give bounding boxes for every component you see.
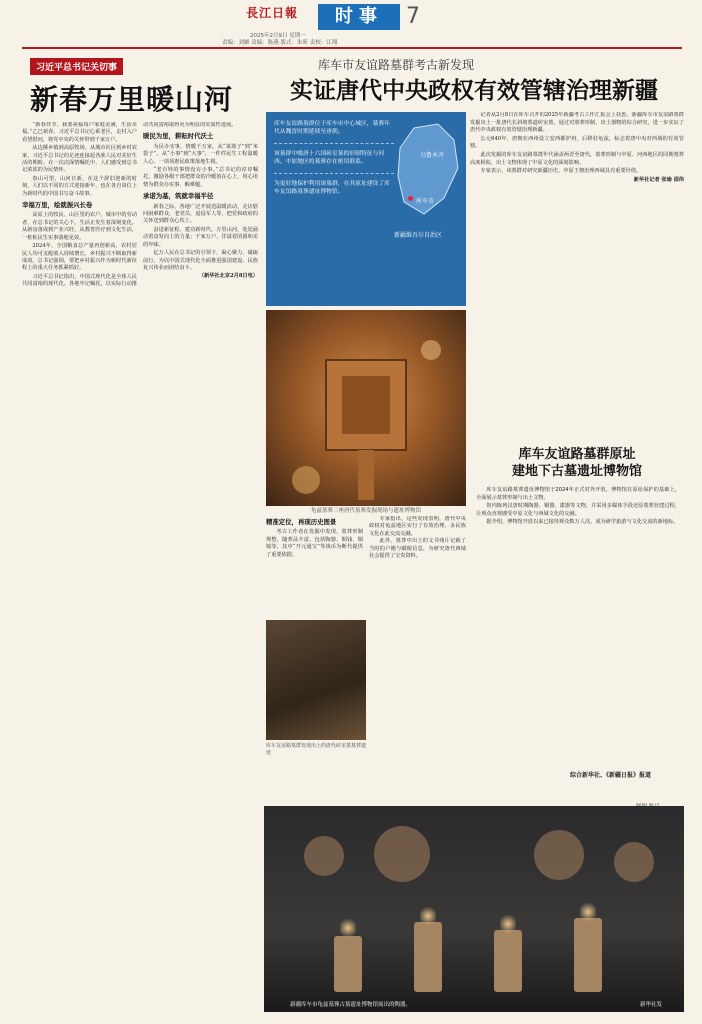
pottery-glow	[340, 918, 356, 938]
subhead: 精准定位，再现历史图景	[266, 518, 337, 526]
paragraph: “老百姓的事情没有小事。”总书记的谆谆嘱托，激励各级干部把群众的冷暖放在心上，用心用情为群众办实事、解难题。	[143, 167, 258, 188]
map-city-label: 库车市	[416, 198, 435, 205]
subhead: 暖民为里，耕耘时代沃土	[143, 132, 214, 141]
map-region-label: 新疆维吾尔自治区	[394, 232, 443, 239]
main-headline: 实证唐代中央政权有效管辖治理新疆	[290, 77, 658, 104]
paragraph: 亿万人民在总书记的引领下，凝心聚力、砥砺前行，为以中国式现代化全面推进强国建设、民族复兴伟业而团结奋斗。	[143, 250, 258, 271]
left-headline: 新春万里暖山河	[30, 83, 234, 116]
exhibition-source: 新华社发	[640, 1002, 663, 1008]
display-case	[494, 930, 522, 992]
paragraph: 2024年，全国粮食总产量再创新高，农村居民人均可支配收入持续增长，乡村振兴不断取得新成效。总书记强调，要把乡村振兴作为新时代新征程上的重大任务抓紧抓好。	[22, 243, 137, 272]
museum-headline	[470, 446, 684, 480]
paragraph: “新春佳节，我要祝福每户家庭美满，生活幸福。”乙巳新春，习近平总书记心系老区，走村入户看望慰问，将党中央的关怀带到千家万户。	[22, 122, 137, 143]
pottery-glow	[580, 902, 596, 922]
section-title: 时事	[318, 4, 400, 30]
excavation-photo	[266, 310, 466, 506]
paragraph: 库车友谊路墓葬遗址博物馆于2024年正式对外开放，博物馆在原址保护的基础上，全面展示墓葬形制与出土文物。	[476, 487, 680, 501]
paragraph: 春山可望，山河日新。在这个辞旧迎新的时刻，人们以不同的方式迎接新年，也在各自岗位上为新时代的中国书写奋斗故事。	[22, 175, 137, 197]
left-story-body	[22, 122, 258, 1012]
paragraph: 此次发掘的库车友谊路墓群年代涵盖两晋至唐代，墓葬形制与中原、河西地区的同期墓葬高度相似，出土文物体现了中原文化的深刻影响。	[470, 151, 684, 166]
paragraph: 公元640年，唐朝在西州设立安西都护府，后移驻龟兹，标志着唐中央对西域的有效管辖。	[470, 135, 684, 150]
pottery-glow	[500, 914, 516, 934]
credit: （新华社北京2月8日电）	[198, 273, 258, 280]
subhead: 幸福万里，绘就振兴长卷	[22, 201, 93, 210]
exhibition-photo	[264, 806, 684, 1012]
museum-byline: 综合新华社、《新疆日报》报道	[570, 772, 652, 779]
paragraph: 记者从2月8日在库车召开的2025年新疆考古工作汇报会上获悉，新疆库车市友谊路墓群发掘出土一批唐代长斜坡墓道砖室墓，通过对墓葬形制、出土器物的综合研究，进一步实证了唐代中央政权有效管辖治理新疆。	[470, 112, 684, 134]
photo-caption: 龟兹墓葬三座唐代墓葬发掘现场与遗址博物馆	[310, 508, 421, 514]
display-panel	[534, 830, 584, 880]
paragraph: 据介绍，博物馆开放以来已接待观众数万人次，成为研学旅游与文化交流的新地标。	[486, 519, 679, 525]
pottery-glow	[420, 906, 436, 926]
newspaper-logo: 長江日報	[246, 6, 299, 20]
masthead	[0, 0, 702, 46]
paragraph: 为民办实事，情暖千万家。从“菜篮子”到“米袋子”，从“小事”到“大事”，一件件民生工程温暖人心，一项项惠民政策落地生根。	[143, 143, 258, 165]
tomb-photo-caption: 库车友谊路墓群发现出土的唐代砖室墓墓葬遗迹	[266, 743, 367, 756]
museum-story-body	[476, 486, 680, 776]
main-story-body	[470, 112, 684, 442]
museum-headline-line: 建地下古墓遗址博物馆	[511, 464, 642, 479]
page-number: 7	[406, 4, 420, 29]
column-tag: 习近平总书记关切事	[30, 58, 123, 75]
paragraph: 考古工作者在发掘中发现，墓葬形制规整，随葬品丰富，包括陶器、铜钱、铜镜等，其中“开元通宝”等钱币为断代提供了重要依据。	[266, 529, 363, 558]
paragraph: 馆内陈列汉唐时期陶器、铜器、漆器等文物，并采用多媒体手段还原墓葬营建过程，让观众直观感受中原文化与西域文化的交融。	[476, 503, 680, 517]
display-case	[574, 918, 602, 992]
paragraph: 新春之际，各地广泛开展送温暖活动，走访慰问困难群众、老党员、退役军人等，把党和政府的关怀送到群众心坎上。	[143, 203, 258, 225]
paragraph: 奋进新征程，建功新时代。万里山河，处处涌动着奋发向上的力量；千家万户，洋溢着团圆和美的年味。	[143, 226, 258, 248]
display-panel	[374, 826, 430, 882]
exhibition-caption: 新疆库车市龟兹墓葬古墓遗址博物馆展出的陶器。	[290, 1002, 412, 1008]
display-panel	[304, 836, 344, 876]
map-pin-icon	[408, 196, 413, 201]
paragraph: 习近平总书记指出，中国式现代化是全体人民共同富裕的现代化。各地牢记嘱托，以实际行动推动共同富裕取得更为明显的实质性进展。	[22, 122, 237, 288]
excavation-graphic	[266, 310, 466, 506]
paragraph: 专家指出，这些发现表明，唐代中央政权对龟兹地区实行了有效治理，多民族文化在此交流交融。	[369, 516, 466, 537]
paragraph: 专家表示，该墓群对研究新疆历史、中原王朝治理西域具有重要价值。	[480, 168, 642, 175]
display-case	[334, 936, 362, 992]
tomb-photo	[266, 620, 366, 740]
info-text: 该墓群中晚唐十六国砖室墓的形制特征与河西、中原地区的墓葬存在密切联系。	[274, 143, 394, 167]
museum-headline-line: 库车友谊路墓群原址	[518, 447, 636, 462]
paragraph: 此外，墓葬中出土的文书残片记载了当时的户籍与赋税信息，为研究唐代西域社会提供了宝贵资料。	[369, 538, 466, 560]
masthead-rule	[22, 47, 682, 49]
info-text: 库车友谊路墓群位于库车市中心城区，墓葬年代从魏晋时期延续至唐朝。	[274, 121, 390, 136]
byline: 新华社记者 张瑜 邵伟	[633, 176, 684, 183]
dateline: 2025年2月9日 星期一	[250, 33, 306, 39]
display-case	[414, 922, 442, 992]
display-panel	[614, 842, 654, 882]
xinjiang-map-icon	[394, 118, 462, 228]
subhead: 承诺为基，筑就幸福半径	[143, 192, 214, 201]
editor-credits: 责编：刘雁 责编：陈燕 版式：朱昕 责校：江翔	[222, 40, 338, 46]
kicker: 库车市友谊路墓群考古新发现	[318, 58, 475, 72]
info-text: 为更好地保护利用该墓群，在其原址建设了库车友谊路墓葬遗址博物馆。	[274, 173, 394, 197]
paragraph: 从边陲乡镇到高原牧场，从城市社区到乡村农家，习近平总书记的足迹连接起各族人民对美好生活的期盼。在一次次深情嘱托中，人们感受到总书记浓浓的为民情怀。	[22, 145, 137, 174]
map-city-label: 乌鲁木齐	[420, 152, 445, 159]
paragraph: 高原上的牧民、山区里的农户、城市中的劳动者，在总书记的关心下，生活正发生着深刻变化。从新房落成到产业兴旺，从教育医疗到文化生活，一桩桩民生实事落地见效。	[22, 212, 137, 241]
